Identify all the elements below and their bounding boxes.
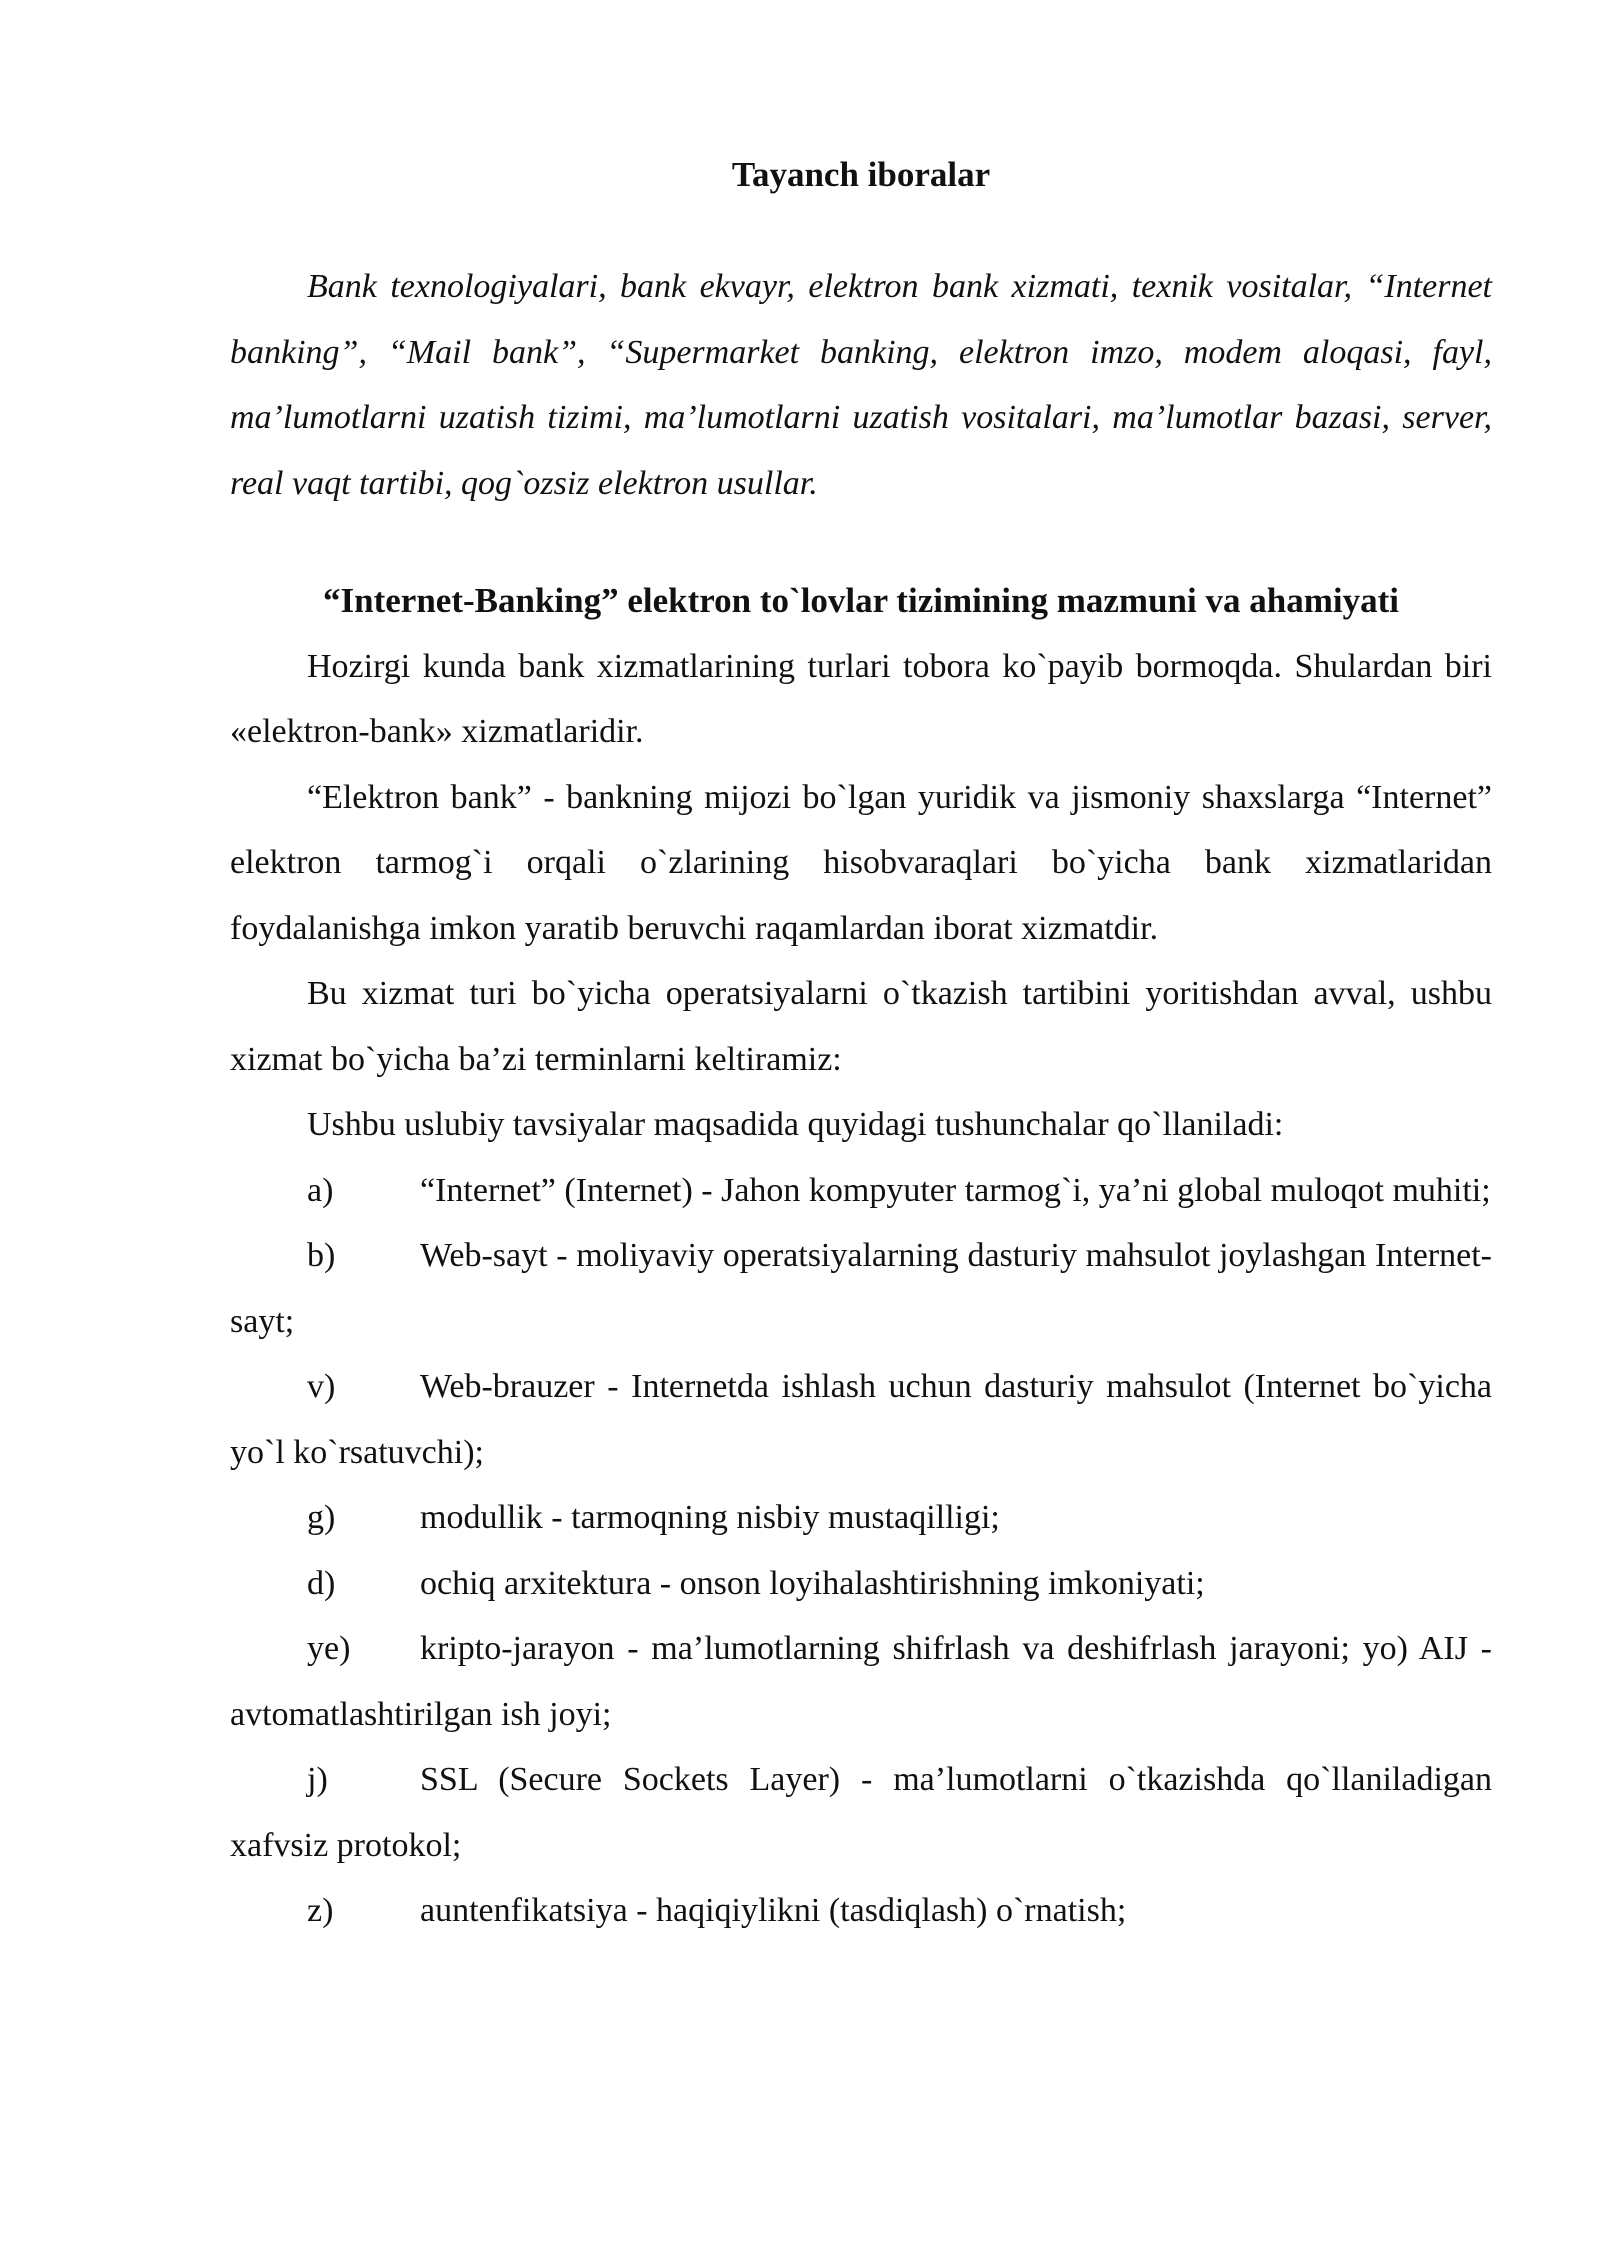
list-item-text: “Internet” (Internet) - Jahon kompyuter tarmog`i, ya’ni global muloqot muhiti; <box>420 1171 1491 1209</box>
keywords-paragraph: Bank texnologiyalari, bank ekvayr, elektron bank xizmati, texnik vositalar, “Internet banking”, “Mail bank”, “Supermarket banking, elektron imzo, modem aloqasi, fayl, ma’lumotlarni uzatish tizimi, ma’lumotlarni uzatish vositalari, ma’lumotlar bazasi, server, real vaqt tartibi, qog`ozsiz elektron usullar. <box>230 268 1492 502</box>
list-item-text: Web-sayt - moliyaviy operatsiyalarning dasturiy mahsulot joylashgan Internet-sayt; <box>230 1237 1492 1340</box>
section-title: “Internet-Banking” elektron to`lovlar tizimining mazmuni va ahamiyati <box>323 581 1399 620</box>
body-paragraph: Bu xizmat turi bo`yicha operatsiyalarni o`tkazish tartibini yoritishdan avval, ushbu xizmat bo`yicha ba’zi terminlarni keltiramiz: <box>230 975 1492 1078</box>
list-item-text: kripto-jarayon - ma’lumotlarning shifrlash va deshifrlash jarayoni; yo) AIJ - avtomatlashtirilgan ish joyi; <box>230 1630 1492 1733</box>
list-item-label: g) <box>307 1499 336 1536</box>
list-item-text: auntenfikatsiya - haqiqiylikni (tasdiqlash) o`rnatish; <box>420 1892 1127 1929</box>
list-item <box>230 1551 1492 1617</box>
body-paragraph: Hozirgi kunda bank xizmatlarining turlari tobora ko`payib bormoqda. Shulardan biri «elektron-bank» xizmatlaridir. <box>230 647 1492 750</box>
body-paragraph: “Elektron bank” - bankning mijozi bo`lgan yuridik va jismoniy shaxslarga “Internet” elektron tarmog`i orqali o`zlarining hisobvaraqlari bo`yicha bank xizmatlaridan foydalanishga imkon yaratib beruvchi raqamlardan iborat xizmatdir. <box>230 778 1492 947</box>
list-item-label: a) <box>307 1171 334 1209</box>
list-item-label: z) <box>307 1892 334 1929</box>
page-title: Tayanch iboralar <box>731 155 991 194</box>
list-item-label: d) <box>307 1564 336 1602</box>
list-item <box>230 1878 1492 1944</box>
list-item-label: j) <box>307 1761 328 1798</box>
list-item-label: b) <box>307 1237 336 1274</box>
body-paragraph: Ushbu uslubiy tavsiyalar maqsadida quyidagi tushunchalar qo`llaniladi: <box>307 1106 1284 1143</box>
list-item <box>230 1158 1492 1224</box>
list-item <box>230 1223 1492 1354</box>
list-item-label: ye) <box>307 1630 351 1667</box>
list-item-label: v) <box>307 1368 336 1405</box>
list-item <box>230 1485 1492 1551</box>
list-item <box>230 1354 1492 1485</box>
list-item <box>230 1747 1492 1878</box>
list-item-text: Web-brauzer - Internetda ishlash uchun dasturiy mahsulot (Internet bo`yicha yo`l ko`rsatuvchi); <box>230 1368 1492 1471</box>
list-item-text: ochiq arxitektura - onson loyihalashtirishning imkoniyati; <box>420 1564 1205 1602</box>
list-item-text: SSL (Secure Sockets Layer) - ma’lumotlarni o`tkazishda qo`llaniladigan xafvsiz protokol; <box>230 1761 1492 1864</box>
document-page <box>230 150 1492 1944</box>
list-item <box>230 1616 1492 1747</box>
list-item-text: modullik - tarmoqning nisbiy mustaqilligi; <box>420 1499 1000 1536</box>
